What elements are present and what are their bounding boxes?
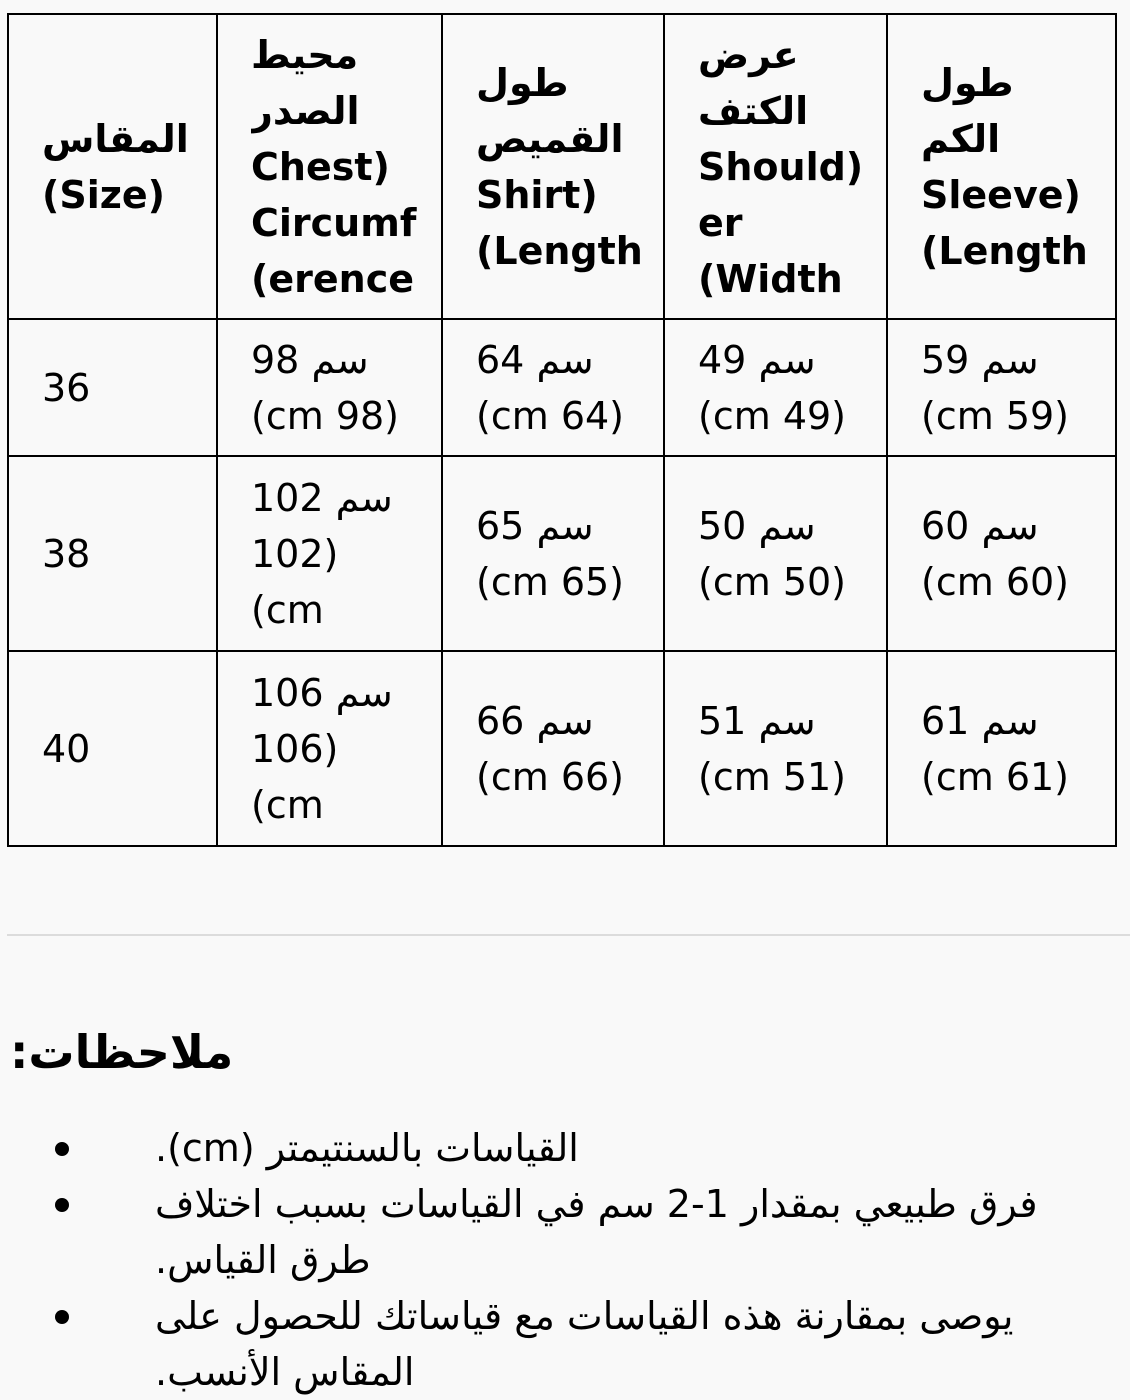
- header-shoulder-width: عرض الكتف Should) er (Width: [664, 14, 887, 319]
- header-shirt-length: طول القميص Shirt) (Length: [442, 14, 664, 319]
- cell-shoulder: 51 سم (cm 51): [664, 651, 887, 846]
- section-divider: [7, 934, 1130, 936]
- list-item: فرق طبيعي بمقدار 1-2 سم في القياسات بسبب اختلاف طرق القياس.: [55, 1176, 1055, 1288]
- notes-list: [55, 1120, 1055, 1400]
- cell-sleeve: 60 سم (cm 60): [887, 456, 1116, 651]
- cell-size: 36: [8, 319, 217, 456]
- bullet-icon: [55, 1142, 69, 1156]
- size-chart-table: [7, 13, 1117, 847]
- header-sleeve-length: طول الكم Sleeve) (Length: [887, 14, 1116, 319]
- cell-shoulder: 49 سم (cm 49): [664, 319, 887, 456]
- cell-size: 40: [8, 651, 217, 846]
- cell-chest: 106 سم 106) (cm: [217, 651, 442, 846]
- notes-heading: ملاحظات:: [10, 1025, 234, 1079]
- list-item: يوصى بمقارنة هذه القياسات مع قياساتك للحصول على المقاس الأنسب.: [55, 1288, 1055, 1400]
- cell-chest: 102 سم 102) (cm: [217, 456, 442, 651]
- cell-shirt: 66 سم (cm 66): [442, 651, 664, 846]
- cell-size: 38: [8, 456, 217, 651]
- table-row: [8, 456, 1116, 651]
- header-size: المقاس (Size): [8, 14, 217, 319]
- header-chest: محيط الصدر Chest) Circumf (erence: [217, 14, 442, 319]
- cell-sleeve: 61 سم (cm 61): [887, 651, 1116, 846]
- cell-shirt: 65 سم (cm 65): [442, 456, 664, 651]
- cell-chest: 98 سم (cm 98): [217, 319, 442, 456]
- cell-shoulder: 50 سم (cm 50): [664, 456, 887, 651]
- bullet-icon: [55, 1310, 69, 1324]
- table-header-row: [8, 14, 1116, 319]
- table-row: [8, 319, 1116, 456]
- cell-shirt: 64 سم (cm 64): [442, 319, 664, 456]
- bullet-icon: [55, 1198, 69, 1212]
- list-item: القياسات بالسنتيمتر (cm).: [55, 1120, 1055, 1176]
- cell-sleeve: 59 سم (cm 59): [887, 319, 1116, 456]
- table-row: [8, 651, 1116, 846]
